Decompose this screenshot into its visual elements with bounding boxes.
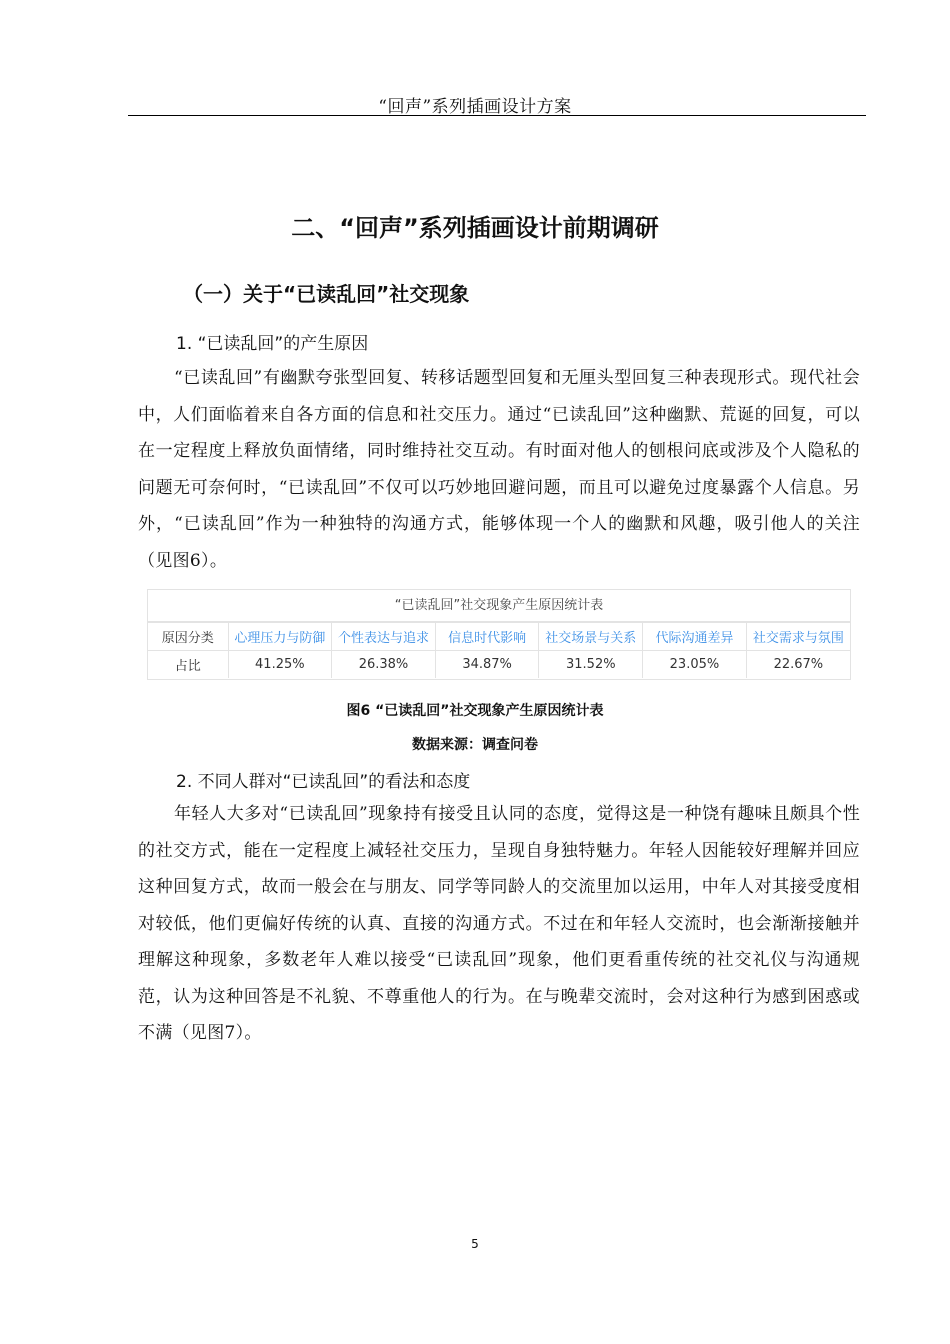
column-header: 社交需求与氛围 (746, 623, 850, 651)
table-cell-value: 31.52% (539, 651, 643, 679)
figure-source: 数据来源：调查问卷 (412, 737, 538, 753)
table-cell-value: 41.25% (228, 651, 332, 679)
statistics-table-figure (147, 589, 851, 680)
table-cell-value: 23.05% (643, 651, 747, 679)
subsection-1-paragraph: “已读乱回”有幽默夸张型回复、转移话题型回复和无厘头型回复三种表现形式。现代社会中，人们面临着来自各方面的信息和社交压力。通过“已读乱回”这种幽默、荒诞的回复，可以在一定程度上释放负面情绪，同时维持社交互动。有时面对他人的刨根问底或涉及个人隐私的问题无可奈何时，“已读乱回”不仅可以巧妙地回避问题，而且可以避免过度暴露个人信息。另外，“已读乱回”作为一种独特的沟通方式，能够体现一个人的幽默和风趣，吸引他人的关注（见图6）。 (138, 368, 860, 571)
column-header: 个性表达与追求 (332, 623, 436, 651)
running-header-title: “回声”系列插画设计方案 (378, 97, 572, 117)
subsection-2-paragraph: 年轻人大多对“已读乱回”现象持有接受且认同的态度，觉得这是一种饶有趣味且颇具个性的社交方式，能在一定程度上减轻社交压力，呈现自身独特魅力。年轻人因能较好理解并回应这种回复方式，故而一般会在与朋友、同学等同龄人的交流里加以运用，中年人对其接受度相对较低，他们更偏好传统的认真、直接的沟通方式。不过在和年轻人交流时，也会渐渐接触并理解这种现象，多数老年人难以接受“已读乱回”现象，他们更看重传统的社交礼仪与沟通规范，认为这种回答是不礼貌、不尊重他人的行为。在与晚辈交流时，会对这种行为感到困惑或不满（见图7）。 (138, 804, 860, 1043)
subsection-2-title: 2. 不同人群对“已读乱回”的看法和态度 (176, 772, 471, 792)
column-header: 社交场景与关系 (539, 623, 643, 651)
page-number: 5 (471, 1237, 479, 1251)
row-label-proportion: 占比 (148, 651, 228, 679)
table-cell-value: 34.87% (435, 651, 539, 679)
column-header: 代际沟通差异 (643, 623, 747, 651)
column-header: 信息时代影响 (435, 623, 539, 651)
column-header: 心理压力与防御 (228, 623, 332, 651)
header-rule (128, 115, 866, 116)
row-label-category: 原因分类 (148, 623, 228, 651)
table-cell-value: 26.38% (332, 651, 436, 679)
table-value-row (148, 651, 850, 679)
table-cell-value: 22.67% (746, 651, 850, 679)
table-header-row (148, 623, 850, 651)
statistics-table (148, 622, 850, 678)
subsection-1-title: 1. “已读乱回”的产生原因 (176, 334, 369, 354)
table-caption: “已读乱回”社交现象产生原因统计表 (148, 590, 850, 622)
figure-caption: 图6 “已读乱回”社交现象产生原因统计表 (346, 703, 604, 719)
chapter-title: 二、“回声”系列插画设计前期调研 (291, 214, 659, 242)
section-title: （一）关于“已读乱回”社交现象 (183, 282, 470, 306)
